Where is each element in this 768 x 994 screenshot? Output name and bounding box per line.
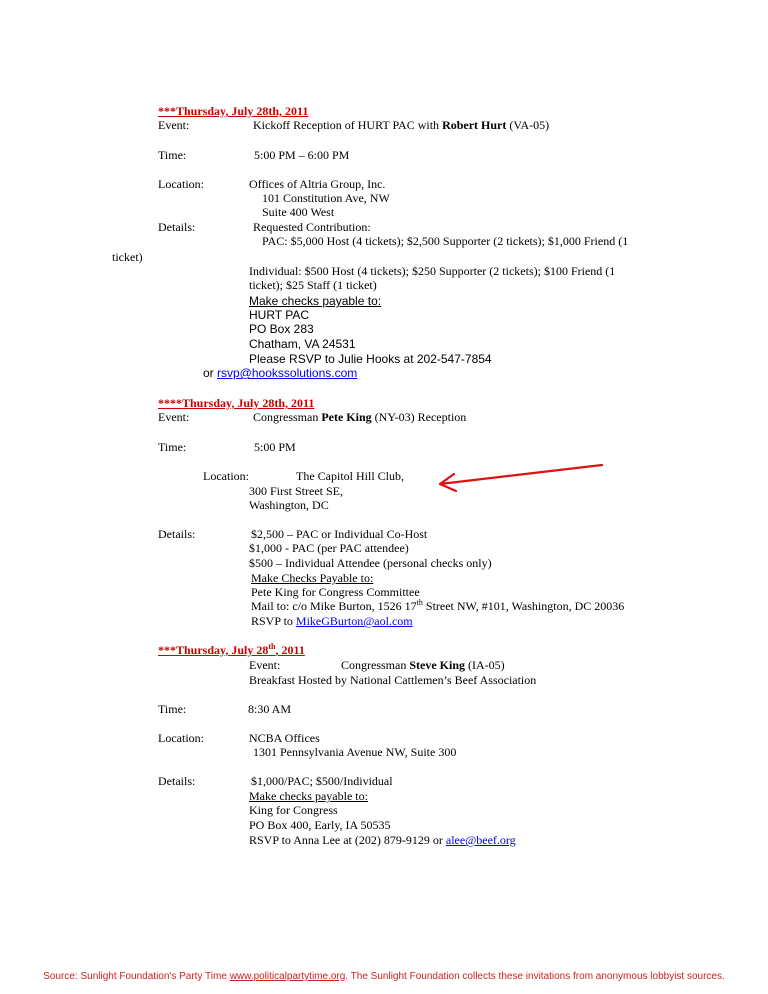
event2-details-label: Details: (158, 527, 196, 541)
event2-location-line: Washington, DC (249, 498, 329, 512)
event3-event-line2: Breakfast Hosted by National Cattlemen’s Beef Association (249, 673, 537, 687)
event3-event-description: Congressman Steve King (IA-05) (341, 658, 505, 672)
event1-time-label: Time: (158, 148, 187, 162)
event2-event-description: Congressman Pete King (NY-03) Reception (253, 410, 467, 424)
event1-individual-line: Individual: $500 Host (4 tickets); $250 Supporter (2 tickets); $100 Friend (1 (249, 264, 616, 278)
event2-time-label: Time: (158, 440, 187, 454)
event2-rsvp-email-link[interactable]: MikeGBurton@aol.com (295, 614, 413, 628)
event3-rsvp-email-link[interactable]: alee@beef.org (445, 833, 516, 847)
event1-pac-wrap: ticket) (112, 250, 143, 264)
event1-payee-line: Chatham, VA 24531 (249, 337, 356, 351)
event1-location-line: Suite 400 West (262, 205, 335, 219)
event3-amounts: $1,000/PAC; $500/Individual (251, 774, 393, 788)
event2-location-line: 300 First Street SE, (249, 484, 344, 498)
event3-location-line: NCBA Offices (249, 731, 320, 745)
event3-location-line: 1301 Pennsylvania Avenue NW, Suite 300 (253, 745, 457, 759)
event2-time-value: 5:00 PM (254, 440, 296, 454)
event2-detail-line: $1,000 - PAC (per PAC attendee) (249, 541, 409, 555)
event3-payee-line: King for Congress (249, 803, 338, 817)
event3-host-name: Steve King (409, 658, 465, 672)
event1-location-line: 101 Constitution Ave, NW (262, 191, 390, 205)
event1-host-name: Robert Hurt (442, 118, 507, 132)
event1-payee-line: HURT PAC (249, 308, 310, 322)
event3-time-label: Time: (158, 702, 187, 716)
event1-event-description: Kickoff Reception of HURT PAC with Robert Hurt (VA-05) (253, 118, 550, 132)
event1-location-line: Offices of Altria Group, Inc. (249, 177, 386, 191)
event1-checks-label: Make checks payable to: (249, 294, 382, 308)
event2-host-name: Pete King (321, 410, 372, 424)
event1-requested: Requested Contribution: (253, 220, 371, 234)
event2-rsvp-line: RSVP to MikeGBurton@aol.com (251, 614, 413, 628)
event1-location-label: Location: (158, 177, 204, 191)
event2-location-line: The Capitol Hill Club, (296, 469, 404, 483)
event2-mail-line: Mail to: c/o Mike Burton, 1526 17th Street NW, #101, Washington, DC 20036 (251, 598, 625, 613)
event2-header: ****Thursday, July 28th, 2011 (158, 396, 315, 410)
event1-event-label: Event: (158, 118, 190, 132)
event3-rsvp-line: RSVP to Anna Lee at (202) 879-9129 or alee@beef.org (249, 833, 516, 847)
event3-details-label: Details: (158, 774, 196, 788)
event3-event-label: Event: (249, 658, 281, 672)
event3-location-label: Location: (158, 731, 204, 745)
footer-source-link[interactable]: www.politicalpartytime.org (229, 971, 346, 982)
event3-header: ***Thursday, July 28th, 2011 (158, 642, 305, 657)
event1-header: ***Thursday, July 28th, 2011 (158, 104, 309, 118)
event1-pac-line: PAC: $5,000 Host (4 tickets); $2,500 Supporter (2 tickets); $1,000 Friend (1 (262, 234, 629, 248)
event1-rsvp-email-line: or rsvp@hookssolutions.com (203, 366, 358, 380)
source-footer: Source: Sunlight Foundation's Party Time www.politicalpartytime.org. The Sunlight Foundation collects these invitations from anonymous lobbyist sources. (43, 971, 725, 982)
event1-payee-line: PO Box 283 (249, 322, 314, 336)
event2-payee: Pete King for Congress Committee (251, 585, 420, 599)
event2-checks-label: Make Checks Payable to: (251, 571, 374, 585)
event2-event-label: Event: (158, 410, 190, 424)
event1-individual-line: ticket); $25 Staff (1 ticket) (249, 278, 377, 292)
red-arrow-icon (436, 458, 606, 494)
event1-details-label: Details: (158, 220, 196, 234)
event3-time-value: 8:30 AM (248, 702, 292, 716)
event3-checks-label: Make checks payable to: (249, 789, 368, 803)
event3-payee-line: PO Box 400, Early, IA 50535 (249, 818, 391, 832)
event2-detail-line: $500 – Individual Attendee (personal checks only) (249, 556, 492, 570)
event1-rsvp-line: Please RSVP to Julie Hooks at 202-547-7854 (249, 352, 492, 366)
event2-detail-line: $2,500 – PAC or Individual Co-Host (251, 527, 428, 541)
event2-location-label: Location: (203, 469, 249, 483)
event1-time-value: 5:00 PM – 6:00 PM (254, 148, 350, 162)
event1-rsvp-email-link[interactable]: rsvp@hookssolutions.com (217, 366, 358, 380)
